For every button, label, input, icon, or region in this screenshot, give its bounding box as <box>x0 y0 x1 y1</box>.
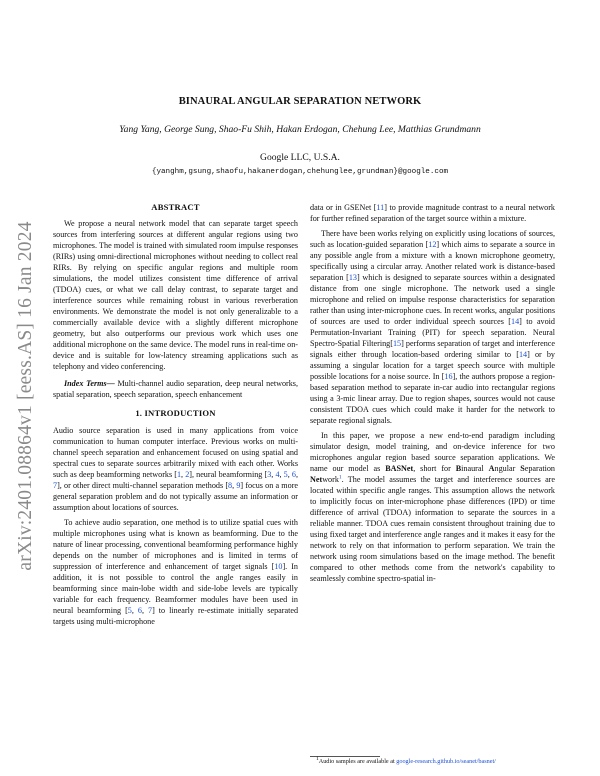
introduction-heading: 1. INTRODUCTION <box>135 408 216 419</box>
citation-link[interactable]: 9 <box>236 481 241 491</box>
arxiv-id: arXiv:2401.08864v1 [eess.AS] 16 Jan 2024 <box>15 221 36 571</box>
author-list: Yang Yang, George Sung, Shao-Fu Shih, Hakan Erdogan, Chehung Lee, Matthias Grundmann <box>119 124 481 135</box>
intro-paragraph-4: There have been works relying on explicitly using locations of sources, such as location-guided separation [12] which aims to separate a source in any possible angle from a mixture with a known microphone geometry, specifically using a circular array. Another related work is distance-based separation [13] which is designed to separate sources within a designated distance from one single microphone. The network used a single microphone and relied on impulse response characteristics for separation rather than using inter-microphone cues. In recent works, angular positions of sources are used to order individual speech sources [14] to avoid Permutation-Invariant Training (PIT) for speech separation. Neural Spectro-Spatial Filtering[15] performs separation of target and interference signals either through location-based ordering similar to [14] or by assuming a singular location for a target speech source with multiple possible locations for a noise source. In [16], the authors propose a region-based separation method to separate in-car audio into rectangular regions using a 3-mic linear array. Due to region shapes, sources would not cause consistent TDOA cues which could make it harder for the network to separate regional signals. <box>310 229 555 425</box>
author-emails: {yanghm,gsung,shaofu,hakanerdogan,chehunglee,grundman}@google.com <box>151 168 449 176</box>
citation-link[interactable]: 8 <box>228 481 233 491</box>
index-terms-label: Index Terms— <box>64 379 115 388</box>
citation-link[interactable]: 14 <box>511 317 520 326</box>
intro-paragraph-5: In this paper, we propose a new end-to-end paradigm including simulator design, model training, and on-device inference for two microphones angular region based source separation applications. We name our model as BASNet, short for Binaural Angular Separation Network$^1$. The model assumes the target and interference sources are located within specific angle ranges. This assumption allows the network to implicitly focus on inter-microphone phase differences (IPD) or time difference of arrival (TDOA) information to separate the sources in a reliable manner. TDOA cues remain consistent throughout training due to using fixed target and interference angle ranges and it makes it easy for the network to rely on that information to perform separation. We train the network using room simulations based on the image method. The benefit compared to other methods come from the network's capability to seamlessly combine spectro-spatial in- <box>310 431 555 583</box>
intro-paragraph-3: data or in GSENet [11] to provide magnitude contrast to a neural network for further refined separation of the target source within a mixture. <box>310 203 555 223</box>
right-column <box>310 202 555 584</box>
left-column <box>53 202 298 627</box>
citation-link[interactable]: 2 <box>185 470 190 480</box>
citation-link[interactable]: 10 <box>274 562 283 572</box>
citation-link[interactable]: 7 <box>53 481 58 491</box>
citation-link[interactable]: 3 <box>267 470 272 480</box>
citation-link[interactable]: 16 <box>444 372 453 381</box>
intro-paragraph-2: To achieve audio separation, one method is to utilize spatial cues with multiple microphones using what is known as beamforming. Due to the nature of linear processing, conventional beamforming performance highly depends on the number of microphones and is limited in terms of suppression of interference and enhancement of target signals [10]. In addition, it is not possible to control the angle ranges easily in beamforming since main-lobe width and side-lobe levels are typically variable for each frequency. Beamformer modules have been used in neural beamforming [5, 6, 7] to linearly re-estimate initially separated targets using multi-microphone <box>53 518 299 627</box>
citation-link[interactable]: 13 <box>348 273 357 282</box>
model-name: BASNet <box>385 464 414 473</box>
citation-link[interactable]: 1 <box>176 470 182 480</box>
citation-link[interactable]: 7 <box>148 606 153 616</box>
paper-title: BINAURAL ANGULAR SEPARATION NETWORK <box>178 96 422 107</box>
affiliation: Google LLC, U.S.A. <box>260 152 340 163</box>
footnote-text: Audio samples are available at <box>318 758 397 765</box>
abstract-heading: ABSTRACT <box>151 202 200 212</box>
citation-link[interactable]: 6 <box>137 606 142 616</box>
citation-link[interactable]: 6 <box>291 470 296 480</box>
citation-link[interactable]: 12 <box>428 240 437 249</box>
intro-paragraph-1: Audio source separation is used in many applications from voice communication to human computer interface. Previous works on multi-channel speech separation and enhancement focused on using spatial and spectral cues to separate sources arbitrarily mixed with each other. Works such as deep beamforming networks [1, 2], neural beamforming [3, 4, 5, 6, 7], or other direct multi-channel separation methods [8, 9] focus on a more general separation problem and do not typically assume an information or assumption about locations of sources. <box>53 426 299 513</box>
audio-samples-link[interactable]: google-research.github.io/seanet/basnet/ <box>396 758 496 765</box>
citation-link[interactable]: 5 <box>127 606 132 616</box>
index-terms <box>53 378 298 400</box>
abstract-text: We propose a neural network model that can separate target speech sources from interfering sources at different angular regions using two microphones. The model is trained with simulated room impulse responses (RIRs) using omni-directional microphones without needing to collect real RIRs. By relying on specific angular regions and multiple room simulations, the model utilizes consistent time difference of arrival (TDOA) cues, or what we call delay contrast, to separate target and interference sources while remaining robust in various reverberation environments. We demonstrate the model is not only generalizable to a commercially available device with a slightly different microphone geometry, but also outperforms our previous work which uses one additional microphone on the same device. The model runs in real-time on-device and is suitable for low-latency streaming applications such as telephony and video conferencing. <box>53 219 298 371</box>
citation-link[interactable]: 15 <box>392 339 402 348</box>
index-terms-text: Multi-channel audio separation, deep neural networks, spatial separation, speech separation, speech enhancement <box>53 379 298 399</box>
citation-link[interactable]: 14 <box>518 350 528 359</box>
footnote-divider <box>310 756 380 757</box>
citation-link[interactable]: 11 <box>376 203 385 212</box>
footnote-number: 1 <box>316 755 319 762</box>
citation-link[interactable]: 4 <box>275 470 280 480</box>
footnote-marker[interactable]: 1 <box>338 474 342 481</box>
footnote <box>316 755 496 765</box>
citation-link[interactable]: 5 <box>283 470 288 480</box>
arxiv-sidebar-stamp <box>14 210 38 582</box>
